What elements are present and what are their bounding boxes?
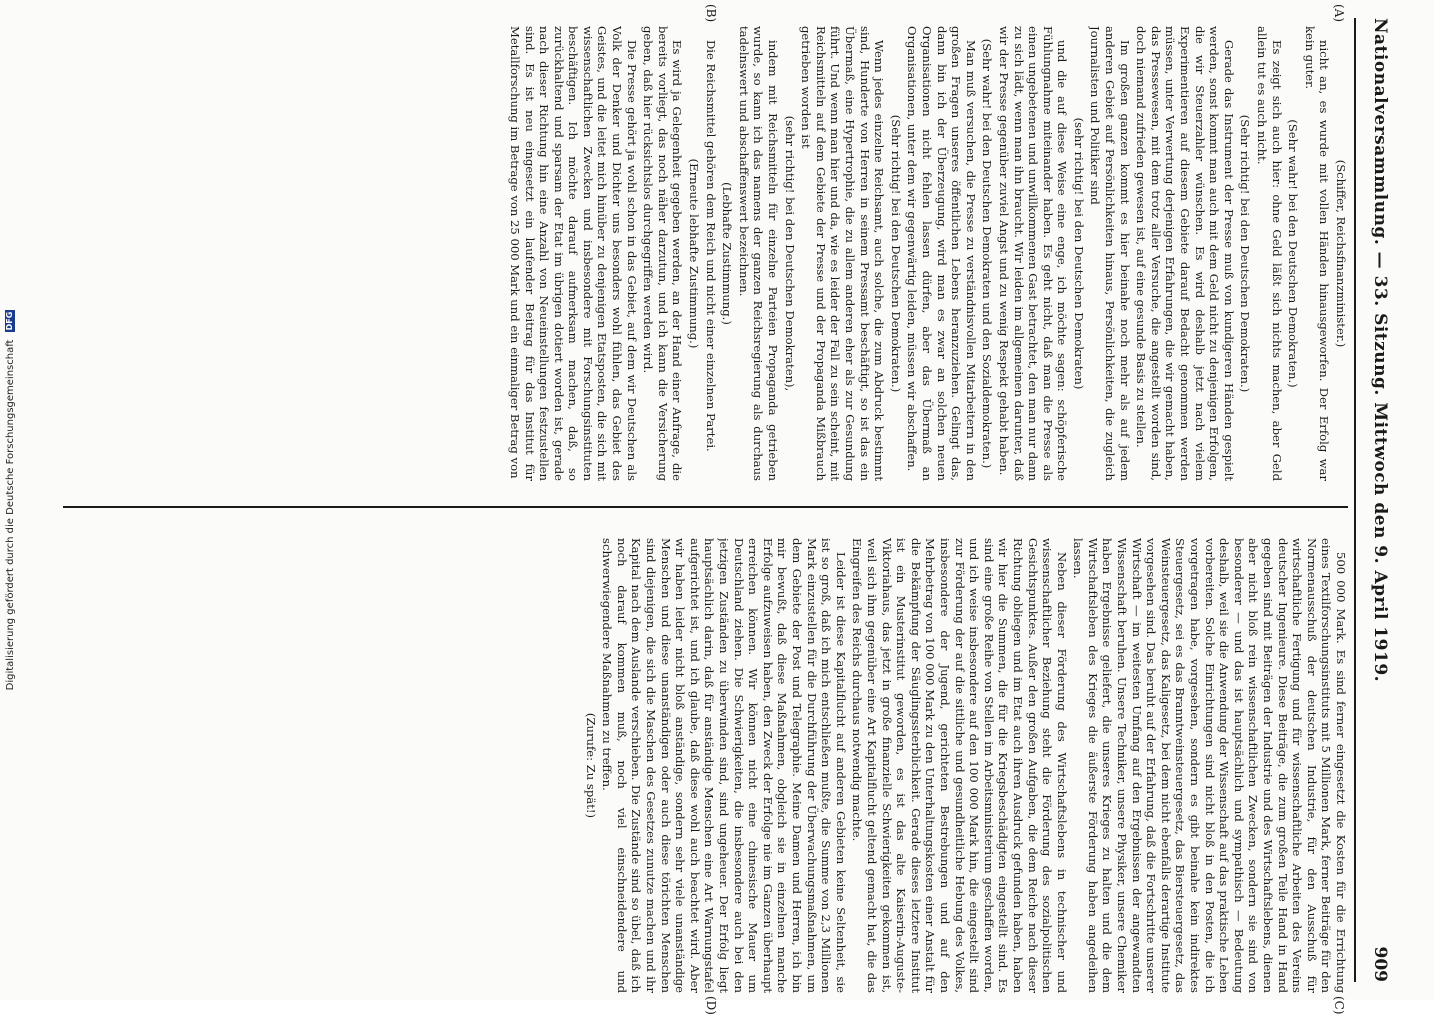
paragraph: (Schiffer, Reichsfinanzminister.) [1334,159,1348,348]
paragraph: Leider ist diese Kapitalflucht auf anderen Gebieten keine Seltenheit, sie ist so groß, daß ich mich entschließen mußte, die Summe von 2,3 Millionen Mark einzustellen für die Durchführung der Überwachungsmaßnahmen, um dem Gebiete der Post und Telegraphie. Meine Damen und Herren, ich bin mir bewußt, daß diese Maßnahmen, obgleich sie in einzelnen manche Erfolge aufzuweisen haben, den Zweck der Erfolge nie im Ganzen überhaupt erreichen können. Wir können nicht eine chinesische Mauer um Deutschland ziehen. Die Schwierigkeiten, die insbesondere auch bei den jetzigen Zuständen zu überwinden sind, sind ungeheuer. Der Erfolg liegt hauptsächlich darin, daß für anständige Menschen eine Art Warnungstafel aufgerichtet ist, und ich glaube, daß diese wohl auch beachtet wird. Aber wir haben leider nicht bloß anständige, sondern sehr viele unanständige Menschen und diese unanständigen oder auch diese törichten Menschen sind diejenigen, die sich die Maschen des Gesetzes zunutze machen und ihr Kapital nach dem Auslande verschieben. Die Zustände sind so übel, daß ich noch darauf kommen muß, noch viel einschneidendere und schwerwiegendere Maßnahmen zu treffen. [600,538,848,993]
paragraph: (sehr richtig! bei den Deutschen Demokraten), [782,115,797,392]
left-column [63,26,1348,481]
footer-credit-line [2,0,20,1000]
paragraph: 500 000 Mark. Es sind ferner eingesetzt die Kosten für die Errichtung eines Textilforschungsinstituts mit 5 Millionen Mark, ferner Beiträge für den Normenausschuß der deutschen Industrie, für den Ausschuß für wirtschaftliche Fertigung und für wissenschaftliche Arbeiten des Vereins deutscher Ingenieure. Diese Beiträge, die zum großen Teile Hand in Hand gegeben sind mit Beiträgen der Industrie und des Wirtschaftslebens, dienen aber nicht bloß rein wissenschaftlichen Zwecken, sondern sie sind von besonderer — und das ist hauptsächlich und sympathisch — Bedeutung deshalb, weil sie die Anwendung der Wissenschaft auf das praktische Leben vorbereiten. Solche Einrichtungen sind nicht bloß in den Posten, die ich vorgetragen habe, vorgesehen, sondern es gibt beinahe kein indirektes Steuergesetz, sei es das Branntweinsteuergesetz, das Biersteuergesetz, das Weinsteuergesetz, das Kaligesetz, bei dem nicht ebenfalls derartige Institute vorgesehen sind. Das beruht auf der Erfahrung, daß die Fortschritte unserer Wirtschaft — im weitesten Umfang auf den Ergebnissen der angewandten Wissenschaft beruhen. Unsere Techniker, unsere Physiker, unsere Chemiker haben Ergebnisse geliefert, die unseres Krieges zu halten und die dem Wirtschaftsleben des Krieges die äußerste Förderung haben angedeihen lassen. [1071,538,1348,993]
paragraph: Man muß versuchen, die Presse zu verständnisvollen Mitarbeitern in den großen Fragen unseres öffentlichen Lebens heranzuziehen. Gelingt das, dann bin ich der Überzeugung, wird man es zwar an solchen neuen Organisationen nicht fehlen lassen dürfen, aber das Übermaß an Organisationen, unter dem wir gegenwärtig leiden, müssen wir abschaffen. [905,26,978,481]
paragraph: Es wird ja Gelegenheit gegeben werden, an der Hand einer Anfrage, die bereits vorliegt, das noch näher darzutun, und ich kann die Versicherung geben, daß hier rücksichtslos durchgegriffen werden wird. [641,26,685,481]
paragraph: (sehr richtig! bei den Deutschen Demokraten) [1071,117,1086,390]
footer-strip [2,0,20,1000]
page-title: Nationalversammlung. — 33. Sitzung. Mittwoch den 9. April 1919. [1370,18,1390,683]
paragraph: indem mit Reichsmitteln für einzelne Parteien Propaganda getrieben wurde, so kann ich das namens der ganzen Reichsregierung als durchaus tadelnswert und abschaffenswert bezeichnen. [736,26,781,481]
paragraph: (Erneute lebhafte Zustimmung.) [687,158,702,349]
right-column [63,538,1348,993]
margin-marker-b: (B) [704,4,718,23]
paragraph: und die auf diese Weise eine enge, ich möchte sagen: schöpferische Fühlungnahme miteinander haben. Es geht nicht, daß man die Presse als einen ungebetenen und unwillkommenen Gast betrachtet, den man nur dann zu sich lädt, wenn man ihn braucht. Wir leiden im allgemeinen darunter, daß wir der Presse gegenüber zuviel Angst und zu wenig Respekt gehabt haben. [996,26,1070,481]
margin-marker-a: (A) [1332,4,1346,23]
page-header [1354,18,1390,982]
paragraph: nicht an, es wurde mit vollen Händen hinausgeworfen. Der Erfolg war kein guter. [1302,26,1332,481]
body-area [58,4,1348,1015]
paragraph: (Zurufe: Zu spät!) [583,712,598,819]
paragraph: (Lebhafte Zustimmung.) [720,182,735,325]
paragraph: (Sehr wahr! bei den Deutschen Demokraten.) [1286,119,1301,388]
paragraph: (Sehr richtig! bei den Deutschen Demokraten.) [888,114,903,393]
page-number: 909 [1370,946,1390,982]
paragraph: Es zeigt sich auch hier: ohne Geld läßt sich nichts machen, aber Geld allein tut es auch nicht. [1255,26,1284,481]
paragraph: Gerade das Instrument der Presse muß von kundigeren Händen gespielt werden, sonst kommt man auch mit dem Geld nicht zu denjenigen Erfolgen, die wir Steuerzahler wünschen. Es wird deshalb jetzt nach vielem Experimentieren auf diesem Gebiete darauf Bedacht genommen werden müssen, unter Verwertung derjenigen Erfahrungen, die wir gemacht haben, das Pressewesen, mit dem trotz aller Versuche, die angestellt worden sind, doch niemand zufrieden gewesen ist, auf eine gesunde Basis zu stellen. [1134,26,1236,481]
paragraph: Wenn jedes einzelne Reichsamt, auch solche, die zum Abdruck bestimmt sind, Hunderte von Herren in seinem Pressamt beschäftigt, so ist das ein Übermaß, eine Hypertrophie, die zu allem anderen eher als zur Gesundung führt. Und wenn man hier und da, wie es leider der Fall zu sein scheint, mit Reichsmitteln auf dem Gebiete der Presse und der Propaganda Mißbrauch getrieben worden ist [799,26,887,481]
paragraph: (Sehr wahr! bei den Deutschen Demokraten und den Sozialdemokraten.) [980,38,995,469]
paragraph: (Sehr richtig! bei den Deutschen Demokraten.) [1238,114,1253,393]
dfg-logo: DFG [5,311,14,331]
paragraph: Im großen ganzen kommt es hier beinahe noch mehr als auf jedem anderen Gebiet auf Persönlichkeiten hinaus, Persönlichkeiten, die zugleich Journalisten und Politiker sind [1088,26,1132,481]
margin-marker-d: (D) [704,996,718,1015]
paragraph: Die Presse gehört ja wohl schon in das Gebiet, auf dem wir Deutschen als Volk der Denker und Dichter uns besonders wohl fühlen, das Gebiet des Geistes, und die leitet mich hinüber zu denjenigen Etatsposten, die sich mit wissenschaftlichen Zwecken und insbesondere mit Forschungsinstituten beschäftigen. Ich möchte darauf aufmerksam machen, daß, so zurückhaltend und sparsam der Etat im übrigen dotiert worden ist, gerade nach dieser Richtung hin eine Anzahl von Neueinstellungen festzustellen sind. Es ist neu eingesetzt ein laufender Beitrag für das Institut für Metallforschung im Betrage von 25 000 Mark und ein einmaliger Betrag von [507,26,639,481]
footer-credit: Digitalisierung gefördert durch die Deutsche Forschungsgemeinschaft [5,339,16,691]
paragraph: Die Reichsmittel gehören dem Reich und nicht einer einzelnen Partei. [703,40,718,452]
column-divider [63,506,1348,508]
margin-marker-c: (C) [1332,996,1346,1015]
paragraph: Neben dieser Förderung des Wirtschaftslebens in technischer und wissenschaftlicher Beziehung steht die Förderung des sozialpolitischen Gesichtspunktes. Außer den großen Aufgaben, die dem Reiche nach dieser Richtung obliegen und im Etat auch ihren Ausdruck gefunden haben, haben wir hier die Summen, die für die Kriegsbeschädigten eingestellt sind. Es sind eine große Reihe von Stellen im Arbeitsministerium geschaffen worden, und ich weise insbesondere auf den 100 000 Mark hin, die eingestellt sind zur Förderung der auf die sittliche und gesundheitliche Hebung des Volkes, insbesondere der Jugend, gerichteten Bestrebungen und auf den Mehrbetrag von 100 000 Mark zu den Unterhaltungskosten einer Anstalt für die Bekämpfung der Säuglingssterblichkeit. Gerade dieses letztere Institut ist ein Musterinstitut geworden, es ist das alte Kaiserin-Auguste-Viktoriahaus, das jetzt in große finanzielle Schwierigkeiten gekommen ist, weil sich ihm gegenüber eine Art Kapitalflucht geltend gemacht hat, die das Eingreifen des Reichs durchaus notwendig machte. [850,538,1069,993]
